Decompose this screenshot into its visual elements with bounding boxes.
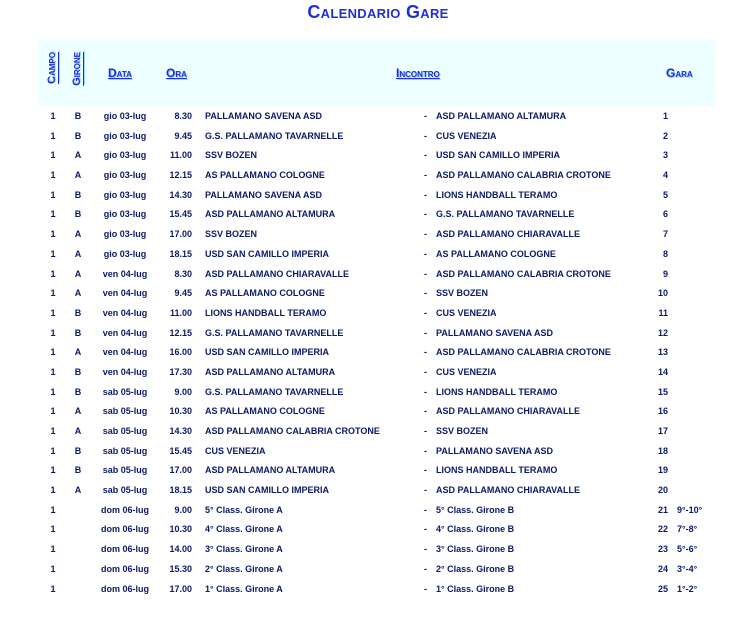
header-ora: Ora [166,66,187,80]
cell-ora: 15.30 [169,563,192,574]
cell-data: sab 05-lug [102,386,148,397]
cell-gara: 25 [657,583,668,594]
cell-girone: B [74,386,82,397]
page-title: Calendario Gare [307,2,449,22]
cell-dash: - [424,150,427,161]
header-data: Data [108,66,132,80]
cell-girone: A [74,347,82,358]
cell-home: ASD PALLAMANO CALABRIA CROTONE [205,426,380,436]
cell-away: SSV BOZEN [436,426,489,436]
cell-gara: 8 [662,248,668,259]
cell-away: 2° Class. Girone B [436,563,515,574]
cell-gara: 24 [657,563,668,574]
cell-data: dom 06-lug [100,504,149,515]
cell-pos: 7°-8° [677,524,698,535]
table-row [0,581,756,601]
cell-ora: 11.00 [169,307,192,318]
cell-campo: 1 [50,268,56,279]
cell-data: gio 03-lug [103,209,147,220]
cell-ora: 18.15 [169,248,192,259]
cell-data: dom 06-lug [100,544,149,555]
cell-dash: - [424,583,427,594]
cell-data: gio 03-lug [103,150,147,161]
cell-campo: 1 [50,406,56,417]
table-row [0,344,756,364]
cell-gara: 22 [657,524,668,535]
cell-ora: 12.15 [169,170,192,181]
cell-girone: A [74,426,82,436]
cell-away: CUS VENEZIA [436,366,497,377]
cell-away: AS PALLAMANO COLOGNE [436,248,556,259]
cell-home: G.S. PALLAMANO TAVARNELLE [205,386,344,397]
cell-data: gio 03-lug [103,111,147,121]
cell-dash: - [424,288,427,299]
cell-dash: - [424,248,427,259]
cell-campo: 1 [50,485,56,496]
cell-gara: 11 [658,307,668,318]
cell-campo: 1 [50,288,56,299]
cell-ora: 17.00 [169,465,192,476]
cell-home: ASD PALLAMANO ALTAMURA [205,465,336,476]
table-row [0,521,756,541]
cell-dash: - [424,111,427,121]
cell-home: AS PALLAMANO COLOGNE [205,406,325,417]
cell-gara: 16 [657,406,668,417]
cell-data: gio 03-lug [103,130,147,141]
cell-away: ASD PALLAMANO CALABRIA CROTONE [436,170,611,181]
table-row [0,364,756,384]
table-row [0,443,756,463]
cell-girone: A [74,248,82,259]
cell-home: 1° Class. Girone A [205,583,283,594]
cell-campo: 1 [50,544,56,555]
header-girone: Girone [71,52,83,86]
cell-dash: - [424,563,427,574]
cell-ora: 17.00 [169,229,192,240]
cell-ora: 9.00 [174,504,192,515]
cell-campo: 1 [50,445,56,456]
cell-away: CUS VENEZIA [436,307,497,318]
cell-pos: 9°-10° [677,504,703,515]
cell-away: 4° Class. Girone B [436,524,515,535]
cell-data: ven 04-lug [102,307,148,318]
cell-girone: B [74,327,82,338]
cell-gara: 15 [657,386,668,397]
table-row [0,561,756,581]
cell-dash: - [424,485,427,496]
cell-dash: - [424,327,427,338]
cell-girone: B [74,465,82,476]
cell-campo: 1 [50,307,56,318]
table-header [38,40,716,106]
table-row [0,285,756,305]
cell-girone: A [74,170,82,181]
cell-campo: 1 [50,524,56,535]
cell-girone: A [74,485,82,496]
cell-data: gio 03-lug [103,189,147,200]
table-row [0,128,756,148]
cell-girone: B [74,111,82,121]
cell-campo: 1 [50,504,56,515]
cell-gara: 5 [662,189,668,200]
table-row [0,403,756,423]
cell-dash: - [424,130,427,141]
cell-home: USD SAN CAMILLO IMPERIA [205,485,330,496]
cell-dash: - [424,465,427,476]
cell-girone: A [74,150,82,161]
cell-data: sab 05-lug [102,445,148,456]
cell-data: dom 06-lug [100,563,149,574]
cell-girone: B [74,209,82,220]
cell-home: SSV BOZEN [205,150,258,161]
cell-girone: B [74,130,82,141]
cell-ora: 10.30 [169,524,192,535]
cell-ora: 12.15 [169,327,192,338]
cell-girone: B [74,189,82,200]
cell-campo: 1 [50,150,56,161]
cell-gara: 13 [657,347,668,358]
cell-girone: A [74,268,82,279]
cell-ora: 14.00 [169,544,192,555]
cell-away: LIONS HANDBALL TERAMO [436,386,558,397]
cell-home: PALLAMANO SAVENA ASD [205,111,322,121]
cell-dash: - [424,268,427,279]
cell-campo: 1 [50,130,56,141]
table-row [0,305,756,325]
header-incontro: Incontro [396,66,440,80]
table-row [0,325,756,345]
cell-home: USD SAN CAMILLO IMPERIA [205,248,330,259]
table-row [0,384,756,404]
cell-ora: 15.45 [169,209,192,220]
cell-girone: B [74,366,82,377]
cell-away: LIONS HANDBALL TERAMO [436,465,558,476]
cell-ora: 9.45 [174,130,192,141]
table-row [0,108,756,128]
cell-campo: 1 [50,426,56,436]
cell-campo: 1 [50,189,56,200]
cell-away: 5° Class. Girone B [436,504,515,515]
cell-away: ASD PALLAMANO CHIARAVALLE [436,229,580,240]
cell-home: ASD PALLAMANO ALTAMURA [205,209,336,220]
cell-home: G.S. PALLAMANO TAVARNELLE [205,130,344,141]
cell-campo: 1 [50,583,56,594]
cell-dash: - [424,209,427,220]
cell-data: ven 04-lug [102,268,148,279]
cell-away: PALLAMANO SAVENA ASD [436,327,553,338]
cell-gara: 9 [662,268,668,279]
cell-ora: 15.45 [169,445,192,456]
cell-gara: 6 [662,209,668,220]
cell-gara: 4 [662,170,668,181]
cell-dash: - [424,406,427,417]
cell-home: 2° Class. Girone A [205,563,283,574]
table-row [0,541,756,561]
cell-gara: 3 [662,150,668,161]
cell-data: sab 05-lug [102,465,148,476]
cell-gara: 21 [657,504,668,515]
cell-ora: 8.30 [174,268,192,279]
cell-gara: 12 [657,327,668,338]
cell-gara: 23 [657,544,668,555]
cell-campo: 1 [50,563,56,574]
cell-data: sab 05-lug [102,426,148,436]
cell-gara: 7 [662,229,668,240]
cell-pos: 5°-6° [677,544,698,555]
cell-home: USD SAN CAMILLO IMPERIA [205,347,330,358]
cell-data: dom 06-lug [100,524,149,535]
cell-away: ASD PALLAMANO CHIARAVALLE [436,406,580,417]
cell-campo: 1 [50,347,56,358]
cell-ora: 9.00 [174,386,192,397]
cell-dash: - [424,366,427,377]
cell-away: PALLAMANO SAVENA ASD [436,445,553,456]
cell-away: ASD PALLAMANO CHIARAVALLE [436,485,580,496]
cell-campo: 1 [50,229,56,240]
cell-gara: 17 [657,426,668,436]
cell-away: SSV BOZEN [436,288,489,299]
table-row [0,266,756,286]
cell-away: CUS VENEZIA [436,130,497,141]
cell-dash: - [424,229,427,240]
cell-data: ven 04-lug [102,366,148,377]
cell-dash: - [424,386,427,397]
cell-gara: 20 [657,485,668,496]
cell-ora: 18.15 [169,485,192,496]
cell-ora: 10.30 [169,406,192,417]
cell-ora: 17.00 [169,583,192,594]
table-row [0,167,756,187]
table-row [0,147,756,167]
cell-ora: 14.30 [169,189,192,200]
cell-ora: 14.30 [169,426,192,436]
cell-home: 4° Class. Girone A [205,524,283,535]
cell-ora: 9.45 [174,288,192,299]
cell-dash: - [424,426,427,436]
cell-data: ven 04-lug [102,347,148,358]
cell-pos: 3°-4° [677,563,698,574]
cell-ora: 16.00 [169,347,192,358]
cell-away: 3° Class. Girone B [436,544,515,555]
cell-data: gio 03-lug [103,170,147,181]
cell-campo: 1 [50,465,56,476]
cell-home: AS PALLAMANO COLOGNE [205,170,325,181]
cell-girone: B [74,307,82,318]
cell-home: SSV BOZEN [205,229,258,240]
cell-away: G.S. PALLAMANO TAVARNELLE [436,209,575,220]
table-row [0,206,756,226]
cell-dash: - [424,524,427,535]
cell-home: 3° Class. Girone A [205,544,283,555]
cell-girone: A [74,229,82,240]
cell-campo: 1 [50,327,56,338]
cell-data: gio 03-lug [103,248,147,259]
cell-dash: - [424,504,427,515]
cell-home: ASD PALLAMANO CHIARAVALLE [205,268,349,279]
cell-away: LIONS HANDBALL TERAMO [436,189,558,200]
cell-home: LIONS HANDBALL TERAMO [205,307,327,318]
table-row [0,462,756,482]
cell-ora: 17.30 [169,366,192,377]
cell-data: gio 03-lug [103,229,147,240]
cell-dash: - [424,307,427,318]
cell-gara: 18 [657,445,668,456]
cell-away: ASD PALLAMANO CALABRIA CROTONE [436,347,611,358]
table-row [0,246,756,266]
cell-away: 1° Class. Girone B [436,583,515,594]
cell-campo: 1 [50,170,56,181]
cell-gara: 19 [657,465,668,476]
cell-home: CUS VENEZIA [205,445,266,456]
cell-girone: B [74,445,82,456]
cell-away: ASD PALLAMANO ALTAMURA [436,111,567,121]
cell-dash: - [424,347,427,358]
cell-girone: A [74,406,82,417]
cell-away: USD SAN CAMILLO IMPERIA [436,150,561,161]
table-row [0,187,756,207]
cell-home: ASD PALLAMANO ALTAMURA [205,366,336,377]
cell-home: 5° Class. Girone A [205,504,283,515]
cell-ora: 11.00 [169,150,192,161]
cell-data: sab 05-lug [102,406,148,417]
cell-campo: 1 [50,209,56,220]
cell-gara: 1 [662,111,668,121]
table-row [0,502,756,522]
cell-data: ven 04-lug [102,327,148,338]
cell-gara: 14 [657,366,668,377]
cell-girone: A [74,288,82,299]
cell-home: PALLAMANO SAVENA ASD [205,189,322,200]
cell-pos: 1°-2° [677,583,698,594]
cell-dash: - [424,170,427,181]
schedule-table [0,108,756,600]
cell-campo: 1 [50,386,56,397]
cell-campo: 1 [50,248,56,259]
cell-campo: 1 [50,111,56,121]
table-row [0,226,756,246]
cell-home: AS PALLAMANO COLOGNE [205,288,325,299]
cell-gara: 10 [657,288,668,299]
cell-dash: - [424,544,427,555]
header-campo: Campo [46,52,58,84]
cell-campo: 1 [50,366,56,377]
header-gara: Gara [666,66,693,80]
cell-dash: - [424,445,427,456]
table-row [0,423,756,443]
cell-data: sab 05-lug [102,485,148,496]
cell-dash: - [424,189,427,200]
cell-ora: 8.30 [174,111,192,121]
cell-data: ven 04-lug [102,288,148,299]
cell-gara: 2 [662,130,668,141]
cell-data: dom 06-lug [100,583,149,594]
cell-home: G.S. PALLAMANO TAVARNELLE [205,327,344,338]
table-row [0,482,756,502]
cell-away: ASD PALLAMANO CALABRIA CROTONE [436,268,611,279]
